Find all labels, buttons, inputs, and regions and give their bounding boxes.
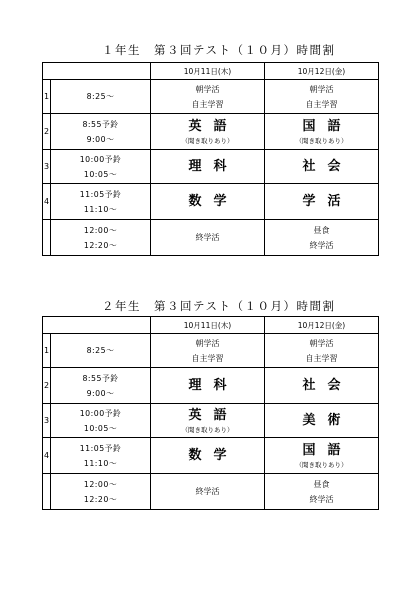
time-line: 12:00～ [83, 225, 118, 235]
period-number: 4 [43, 184, 51, 220]
time-line: 8:25～ [86, 92, 115, 101]
schedule-cell [265, 220, 379, 256]
period-number: 2 [43, 114, 51, 150]
schedule-cell [265, 150, 379, 184]
schedule-cell [151, 438, 265, 474]
schedule-cell [265, 404, 379, 438]
period-number [43, 474, 51, 510]
time-cell [51, 114, 151, 150]
activity-label: 自主学習 [191, 99, 224, 109]
time-line: 11:10～ [83, 458, 118, 468]
day-header: 10月11日(木) [151, 317, 265, 334]
period-row [43, 438, 379, 474]
schedule-cell [265, 438, 379, 474]
time-cell [51, 150, 151, 184]
time-cell [51, 334, 151, 368]
time-line: 11:05予鈴 [79, 189, 122, 199]
activity-label: 自主学習 [191, 353, 224, 363]
day-header: 10月11日(木) [151, 63, 265, 80]
header-blank [43, 317, 151, 334]
period-row [43, 184, 379, 220]
header-row [43, 317, 379, 334]
header-row [43, 63, 379, 80]
time-line: 8:25～ [86, 346, 115, 355]
period-number: 1 [43, 80, 51, 114]
time-cell [51, 220, 151, 256]
schedule-cell [151, 404, 265, 438]
schedule-cell [265, 114, 379, 150]
period-row [43, 474, 379, 510]
subject-name: 数学 [188, 193, 239, 209]
subject-note: （聞き取りあり） [295, 136, 348, 145]
period-number: 2 [43, 368, 51, 404]
time-line: 10:05～ [83, 169, 118, 179]
time-line: 12:20～ [83, 494, 118, 504]
time-cell [51, 368, 151, 404]
activity-label: 終学活 [309, 494, 334, 504]
schedule-cell [265, 184, 379, 220]
timetable-title-grade2: ２年生 第３回テスト（１０月）時間割 [102, 299, 336, 313]
time-cell [51, 80, 151, 114]
period-number: 3 [43, 150, 51, 184]
schedule-cell [151, 184, 265, 220]
time-line: 8:55予鈴 [82, 373, 119, 383]
activity-label: 終学活 [309, 240, 334, 250]
subject-name: 社会 [302, 158, 353, 174]
schedule-cell [151, 474, 265, 510]
time-cell [51, 474, 151, 510]
activity-label: 自主学習 [305, 99, 338, 109]
time-line: 11:05予鈴 [79, 443, 122, 453]
period-row [43, 220, 379, 256]
activity-label: 朝学活 [195, 338, 220, 348]
period-number: 1 [43, 334, 51, 368]
time-cell [51, 404, 151, 438]
subject-name: 国語 [302, 442, 353, 458]
schedule-cell [151, 220, 265, 256]
timetable-grade1 [42, 62, 378, 256]
activity-label: 朝学活 [195, 84, 220, 94]
schedule-cell [151, 150, 265, 184]
subject-note: （聞き取りあり） [181, 425, 234, 434]
subject-name: 美術 [302, 412, 353, 428]
timetable-body [43, 317, 379, 510]
subject-name: 英語 [188, 407, 239, 423]
subject-name: 国語 [302, 118, 353, 134]
time-line: 10:05～ [83, 423, 118, 433]
schedule-cell [151, 80, 265, 114]
time-line: 11:10～ [83, 204, 118, 214]
time-line: 10:00予鈴 [79, 408, 122, 418]
schedule-cell [151, 368, 265, 404]
period-row [43, 404, 379, 438]
schedule-cell [265, 368, 379, 404]
activity-label: 昼食 [313, 225, 330, 235]
period-row [43, 80, 379, 114]
activity-label: 朝学活 [309, 338, 334, 348]
timetable-grade2 [42, 316, 378, 510]
schedule-cell [265, 80, 379, 114]
time-cell [51, 438, 151, 474]
activity-label: 終学活 [195, 233, 220, 242]
subject-name: 理科 [188, 377, 239, 393]
period-number [43, 220, 51, 256]
activity-label: 昼食 [313, 479, 330, 489]
time-line: 12:20～ [83, 240, 118, 250]
activity-label: 自主学習 [305, 353, 338, 363]
schedule-cell [151, 334, 265, 368]
activity-label: 朝学活 [309, 84, 334, 94]
timetable-body [43, 63, 379, 256]
day-header: 10月12日(金) [265, 63, 379, 80]
period-row [43, 114, 379, 150]
subject-name: 理科 [188, 158, 239, 174]
time-line: 8:55予鈴 [82, 119, 119, 129]
day-header: 10月12日(金) [265, 317, 379, 334]
schedule-cell [265, 474, 379, 510]
period-row [43, 368, 379, 404]
header-blank [43, 63, 151, 80]
period-number: 3 [43, 404, 51, 438]
time-cell [51, 184, 151, 220]
timetable-title-grade1: １年生 第３回テスト（１０月）時間割 [102, 43, 336, 57]
activity-label: 終学活 [195, 487, 220, 496]
time-line: 9:00～ [86, 388, 115, 398]
subject-name: 数学 [188, 447, 239, 463]
subject-name: 学活 [302, 193, 353, 209]
subject-note: （聞き取りあり） [295, 460, 348, 469]
subject-note: （聞き取りあり） [181, 136, 234, 145]
schedule-cell [151, 114, 265, 150]
subject-name: 社会 [302, 377, 353, 393]
period-row [43, 334, 379, 368]
time-line: 12:00～ [83, 479, 118, 489]
period-row [43, 150, 379, 184]
subject-name: 英語 [188, 118, 239, 134]
period-number: 4 [43, 438, 51, 474]
time-line: 9:00～ [86, 134, 115, 144]
schedule-cell [265, 334, 379, 368]
time-line: 10:00予鈴 [79, 154, 122, 164]
